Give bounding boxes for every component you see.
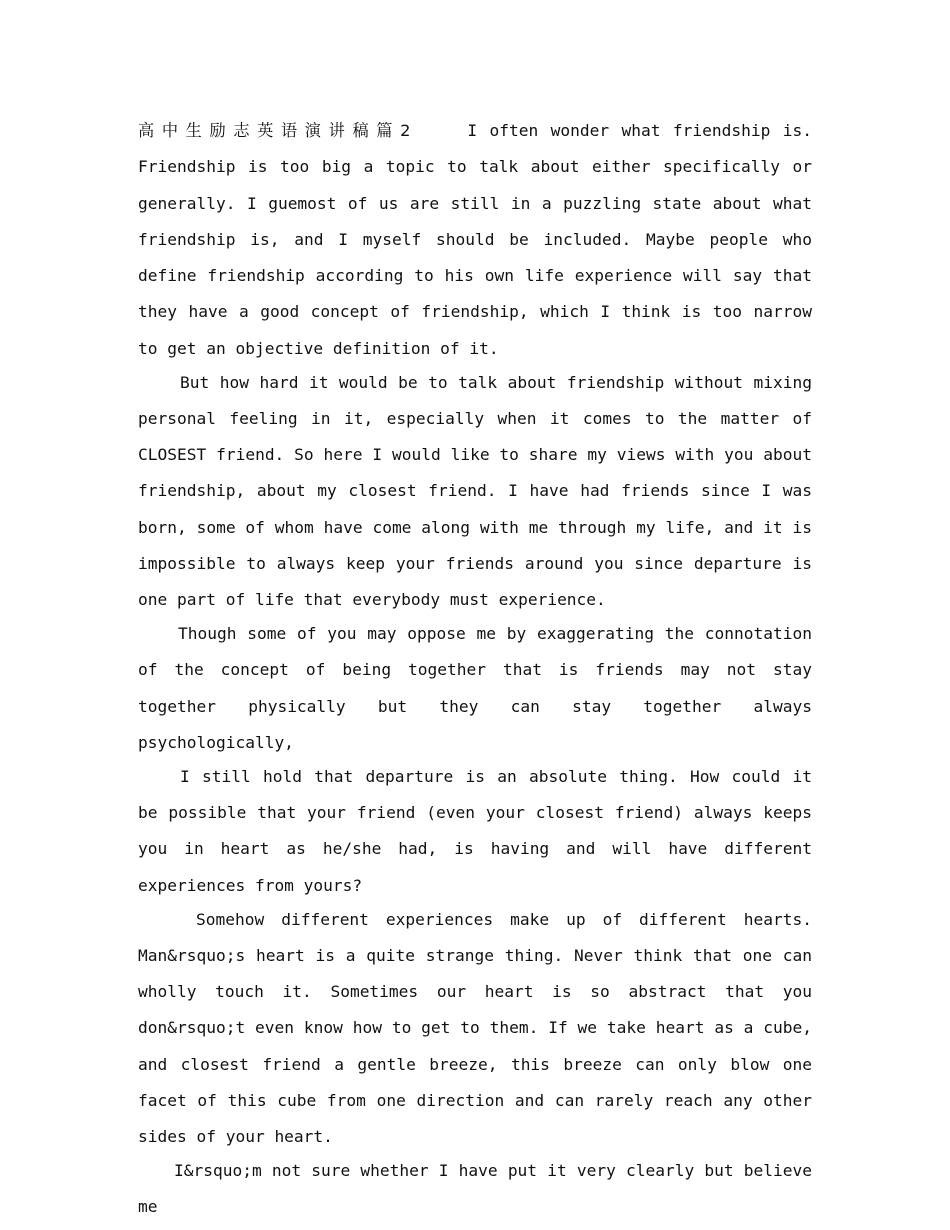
document-title: 高中生励志英语演讲稿篇2 (138, 121, 416, 140)
paragraph-1 (138, 113, 812, 367)
paragraph-1-text: I often wonder what friendship is. Friendship is too big a topic to talk about either specifically or generally. I guemost of us are still in a puzzling state about what friendship is, and I myself should be included. Maybe people who define friendship according to his own life experience will say that they have a good concept of friendship, which I think is too narrow to get an objective definition of it. (138, 121, 812, 358)
paragraph-2: But how hard it would be to talk about friendship without mixing personal feeling in it, especially when it comes to the matter of CLOSEST friend. So here I would like to share my views with you about friendship, about my closest friend. I have had friends since I was born, some of whom have come along with me through my life, and it is impossible to always keep your friends around you since departure is one part of life that everybody must experience. (138, 372, 812, 610)
paragraph-6: I&rsquo;m not sure whether I have put it very clearly but believe me (138, 1161, 812, 1217)
document-body (138, 113, 812, 1226)
paragraph-5: Somehow different experiences make up of different hearts. Man&rsquo;s heart is a quite strange thing. Never think that one can wholly touch it. Sometimes our heart is so abstract that you don&rsquo;t even know how to get to them. If we take heart as a cube, and closest friend a gentle breeze, this breeze can only blow one facet of this cube from one direction and can rarely reach any other sides of your heart. (138, 909, 812, 1147)
paragraph-3: Though some of you may oppose me by exaggerating the connotation of the concept of being together that is friends may not stay together physically but they can stay together always psychologically, (138, 624, 812, 753)
paragraph-4: I still hold that departure is an absolute thing. How could it be possible that your friend (even your closest friend) always keeps you in heart as he/she had, is having and will have different experiences from yours? (138, 766, 812, 895)
